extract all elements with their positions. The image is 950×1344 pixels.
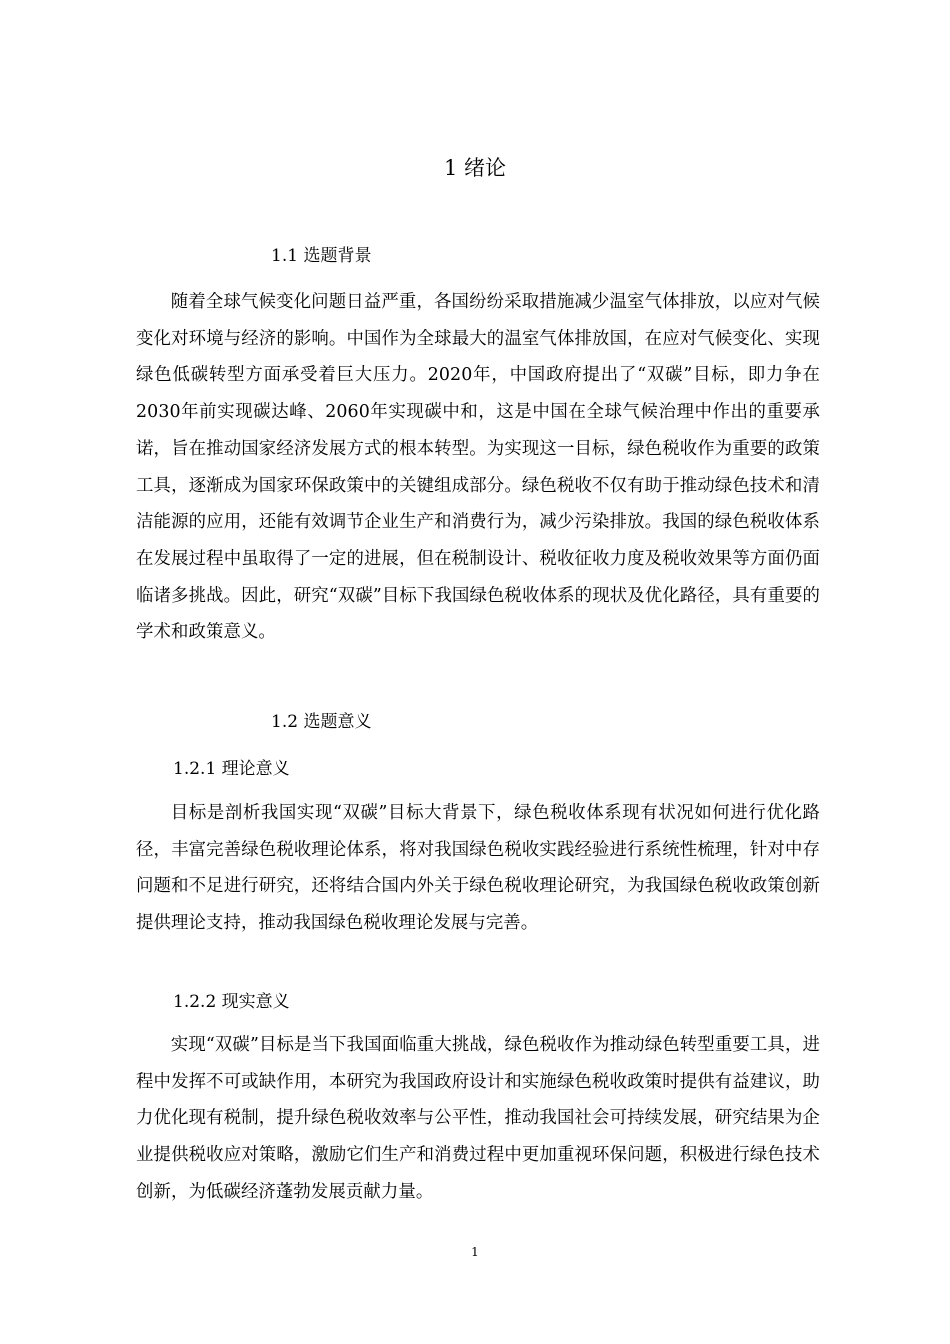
section-heading-1-2: 1.2 选题意义: [271, 712, 372, 732]
page-number: 1: [471, 1245, 479, 1259]
subsection-1-2-2-paragraph: 实现“双碳”目标是当下我国面临重大挑战，绿色税收作为推动绿色转型重要工具，进程中发挥不可或缺作用，本研究为我国政府设计和实施绿色税收政策时提供有益建议，助力优化现有税制，提升绿色税收效率与公平性，推动我国社会可持续发展，研究结果为企业提供税收应对策略，激励它们生产和消费过程中更加重视环保问题，积极进行绿色技术创新，为低碳经济蓬勃发展贡献力量。: [136, 1035, 820, 1202]
chapter-title: 1 绪论: [443, 156, 507, 180]
subsection-1-2-1-paragraph: 目标是剖析我国实现“双碳”目标大背景下，绿色税收体系现有状况如何进行优化路径，丰富完善绿色税收理论体系，将对我国绿色税收实践经验进行系统性梳理，针对中存问题和不足进行研究，还将结合国内外关于绿色税收理论研究，为我国绿色税收政策创新提供理论支持，推动我国绿色税收理论发展与完善。: [136, 803, 820, 934]
section-1-1-paragraph: 随着全球气候变化问题日益严重，各国纷纷采取措施减少温室气体排放，以应对气候变化对环境与经济的影响。中国作为全球最大的温室气体排放国，在应对气候变化、实现绿色低碳转型方面承受着巨大压力。2020年，中国政府提出了“双碳”目标，即力争在2030年前实现碳达峰、2060年实现碳中和，这是中国在全球气候治理中作出的重要承诺，旨在推动国家经济发展方式的根本转型。为实现这一目标，绿色税收作为重要的政策工具，逐渐成为国家环保政策中的关键组成部分。绿色税收不仅有助于推动绿色技术和清洁能源的应用，还能有效调节企业生产和消费行为，减少污染排放。我国的绿色税收体系在发展过程中虽取得了一定的进展，但在税制设计、税收征收力度及税收效果等方面仍面临诸多挑战。因此，研究“双碳”目标下我国绿色税收体系的现状及优化路径，具有重要的学术和政策意义。: [136, 292, 820, 643]
subsection-heading-1-2-1: 1.2.1 理论意义: [173, 759, 290, 779]
subsection-heading-1-2-2: 1.2.2 现实意义: [173, 992, 290, 1012]
section-heading-1-1: 1.1 选题背景: [271, 246, 372, 266]
